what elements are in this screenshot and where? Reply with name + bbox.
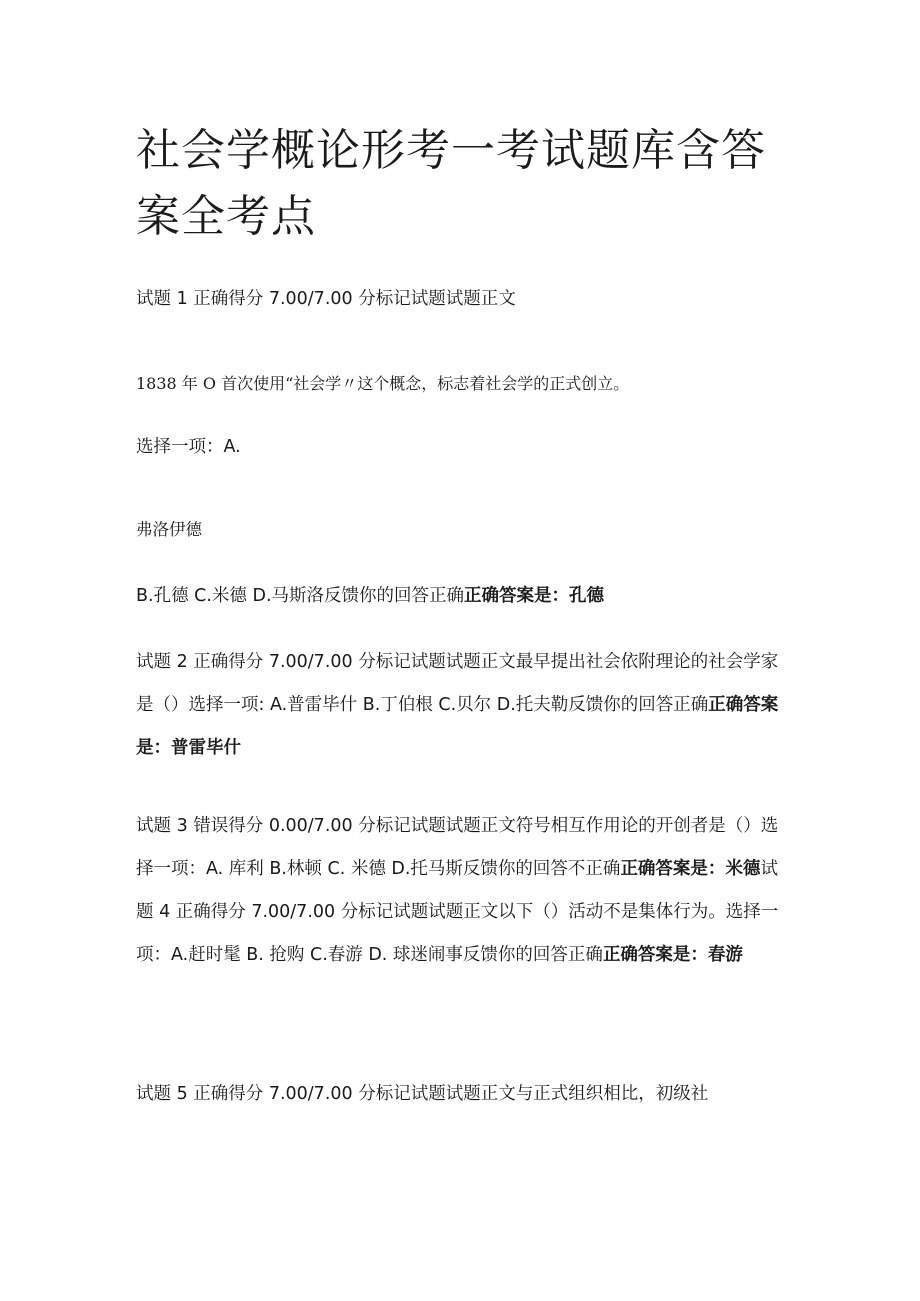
q1-options-feedback (136, 575, 786, 618)
q1-header: 试题 1 正确得分 7.00/7.00 分标记试题试题正文 (136, 289, 516, 309)
q2-text: 试题 2 正确得分 7.00/7.00 分标记试题试题正文最早提出社会依附理论的社会学家是（）选择一项: A.普雷毕什 B.丁伯根 C.贝尔 D.托夫勒反馈你的回答正确 (136, 652, 779, 715)
q3-answer: 正确答案是：米德 (620, 859, 761, 879)
q4-text: 试题 4 正确得分 7.00/7.00 分标记试题试题正文以下（）活动不是集体行为。选择一项：A.赶时髦 B. 抢购 C.春游 D. 球迷闹事反馈你的回答正确 (136, 859, 779, 965)
q2-block (136, 641, 786, 770)
document-title: 社会学概论形考一考试题库含答案全考点 (136, 125, 766, 242)
q1-options-rest: B.孔德 C.米德 D.马斯洛反馈你的回答正确 (136, 586, 465, 606)
q2-answer: 正确答案是：普雷毕什 (136, 695, 779, 758)
q1-option-a: 弗洛伊德 (136, 520, 202, 539)
q4-answer: 正确答案是：春游 (602, 945, 743, 965)
q1-choose-label: 选择一项：A. (136, 437, 241, 457)
q1-stem: 1838 年 O 首次使用“社会学〃这个概念，标志着社会学的正式创立。 (136, 374, 630, 393)
q3-q4-block (136, 805, 786, 977)
q1-answer: 正确答案是：孔德 (464, 586, 605, 606)
q3-text: 试题 3 错误得分 0.00/7.00 分标记试题试题正文符号相互作用论的开创者是（）选择一项：A. 库利 B.林顿 C. 米德 D.托马斯反馈你的回答不正确 (136, 816, 779, 879)
q5-text: 试题 5 正确得分 7.00/7.00 分标记试题试题正文与正式组织相比，初级社 (136, 1084, 709, 1104)
